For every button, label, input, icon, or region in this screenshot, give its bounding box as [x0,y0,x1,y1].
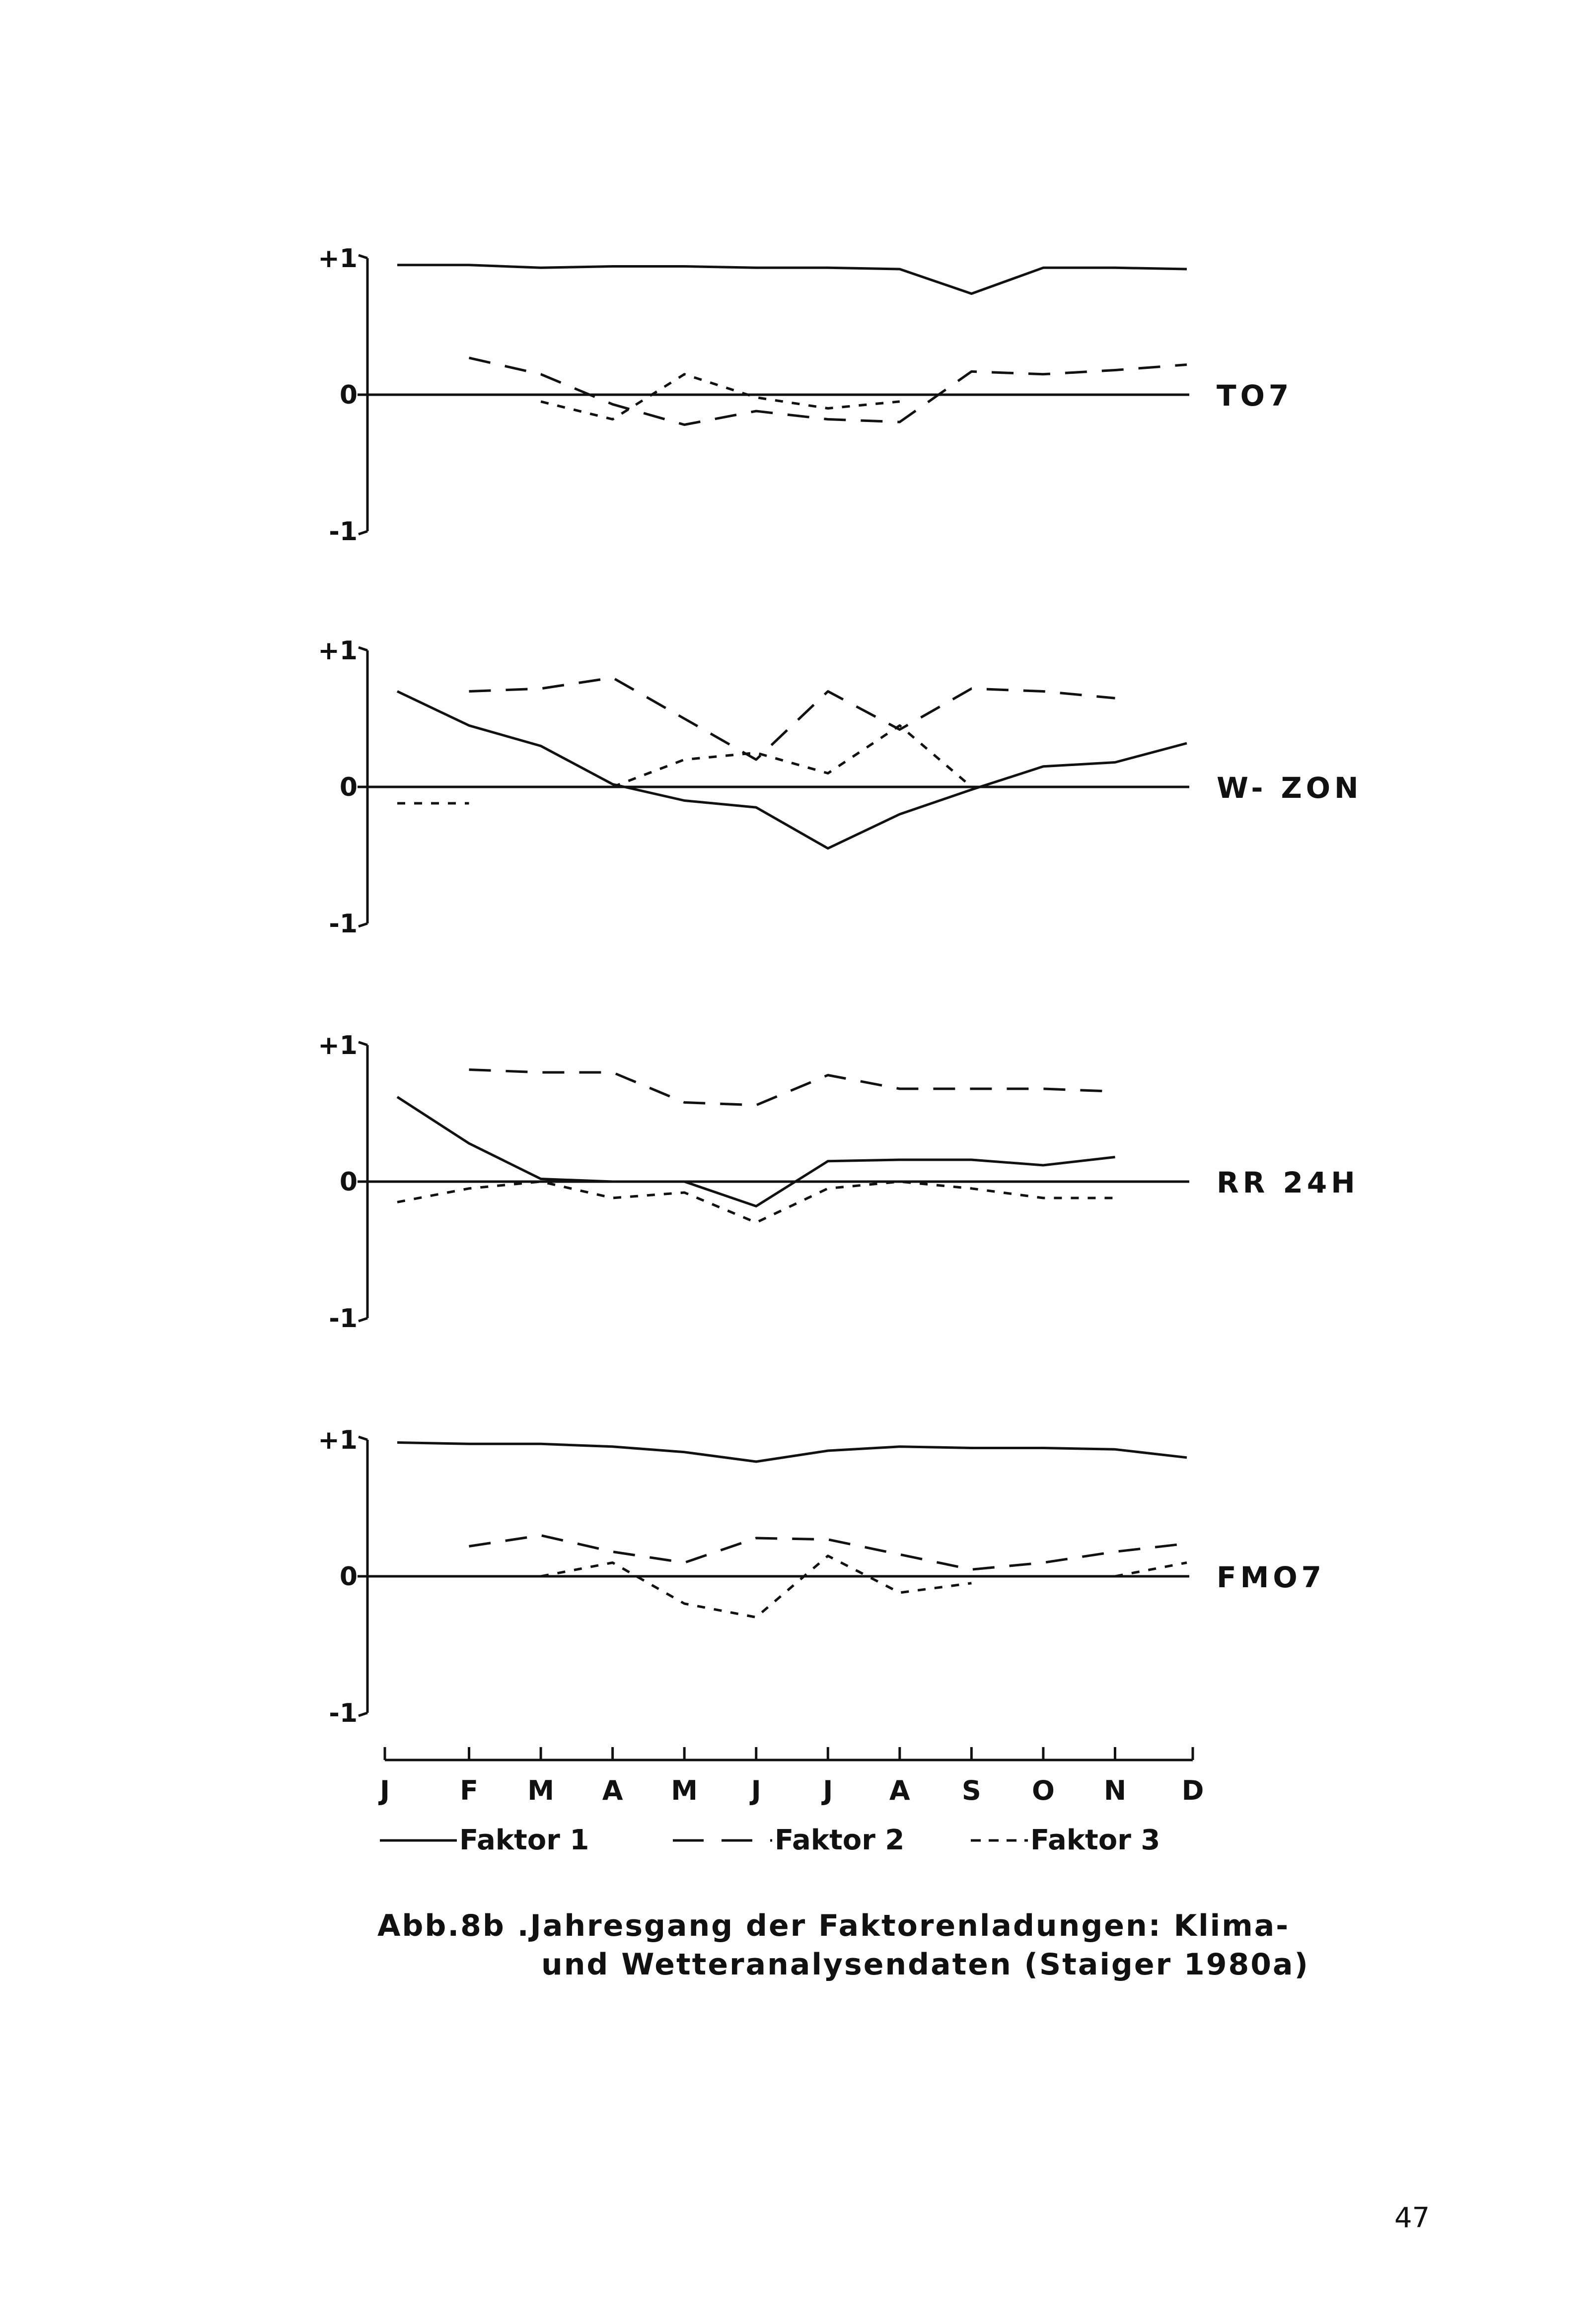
month-label: S [961,1775,981,1806]
y-tick-label: 0 [339,380,358,410]
panel-0 [318,244,1293,547]
y-tick-label: +1 [318,244,358,274]
y-tick-top [359,1042,367,1045]
y-tick-top [359,647,367,650]
y-tick-bottom [359,531,367,534]
variable-label: W- ZON [1217,771,1363,805]
y-tick-bottom [359,1713,367,1716]
month-label: A [602,1775,623,1806]
month-label: J [751,1775,761,1806]
y-tick-label: +1 [318,636,358,666]
series-line-faktor-1 [397,692,1187,848]
y-tick-label: +1 [318,1425,358,1455]
y-tick-label: -1 [329,1698,358,1728]
series-line-faktor-2 [469,358,1187,425]
y-tick-top [359,255,367,258]
y-tick-label: 0 [339,1167,358,1197]
panel-1 [318,636,1362,939]
legend [380,1824,1160,1856]
month-label: M [671,1775,698,1806]
series-line-faktor-3 [541,1556,971,1618]
month-label: J [379,1775,390,1806]
panel-3 [318,1425,1325,1728]
y-tick-label: -1 [329,909,358,939]
y-tick-top [359,1437,367,1440]
caption-line-2: und Wetteranalysendaten (Staiger 1980a) [541,1947,1309,1982]
y-tick-label: -1 [329,1304,358,1334]
legend-label: Faktor 1 [459,1824,589,1856]
series-line-faktor-2 [469,1536,1187,1570]
y-tick-label: 0 [339,773,358,802]
y-tick-label: -1 [329,517,358,547]
month-label: O [1031,1775,1055,1806]
panel-2 [318,1031,1359,1334]
month-axis [378,1747,1204,1806]
month-label: F [460,1775,478,1806]
month-label: A [889,1775,910,1806]
series-line-faktor-2 [469,678,1115,760]
series-line-faktor-1 [397,1443,1187,1462]
variable-label: RR 24H [1217,1166,1359,1199]
month-label: J [823,1775,833,1806]
month-label: M [527,1775,554,1806]
series-line-faktor-3 [613,725,972,787]
page-number: 47 [1394,2202,1430,2234]
series-line-faktor-2 [469,1070,1115,1106]
series-line-faktor-3 [1115,1563,1187,1577]
y-tick-label: 0 [339,1562,358,1592]
legend-label: Faktor 2 [775,1824,905,1856]
y-tick-bottom [359,1318,367,1321]
variable-label: TO7 [1217,379,1293,413]
figure-caption [377,1906,1371,1984]
month-label: D [1181,1775,1204,1806]
caption-line-1: Abb.8b .Jahresgang der Faktorenladungen: Klima- [377,1908,1290,1943]
y-tick-label: +1 [318,1031,358,1060]
series-line-faktor-1 [397,265,1187,294]
legend-label: Faktor 3 [1030,1824,1160,1856]
series-line-faktor-1 [397,1097,1115,1206]
month-label: N [1103,1775,1127,1806]
series-line-faktor-3 [397,1182,1115,1223]
y-tick-bottom [359,923,367,926]
variable-label: FMO7 [1217,1560,1325,1594]
